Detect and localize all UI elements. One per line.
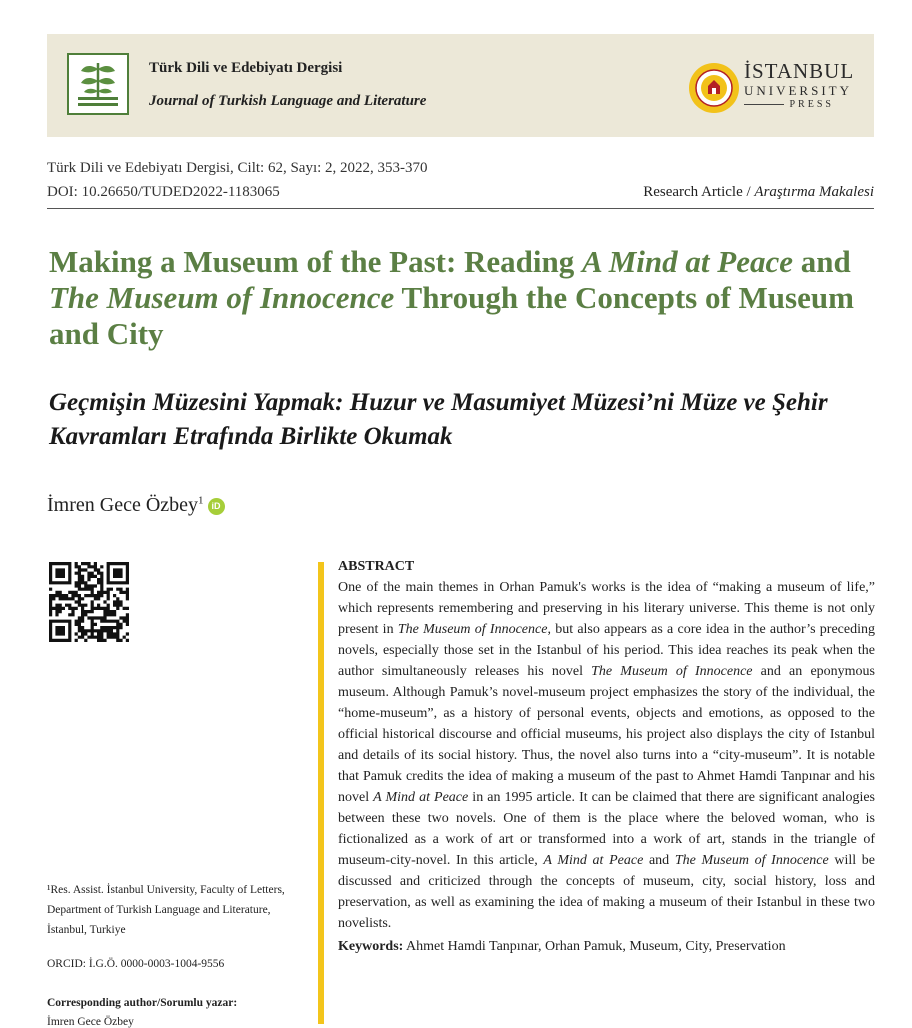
orcid-icon[interactable]: iD xyxy=(208,498,225,515)
keywords: Keywords: Ahmet Hamdi Tanpınar, Orhan Pamuk, Museum, City, Preservation xyxy=(338,939,786,954)
journal-title-en: Journal of Turkish Language and Literature xyxy=(149,93,427,109)
abstract-section xyxy=(338,556,875,957)
university-press: PRESS xyxy=(744,99,859,111)
university-sub: UNIVERSITY xyxy=(744,83,852,98)
university-press-logo xyxy=(744,60,859,111)
article-title-tr: Geçmişin Müzesini Yapmak: Huzur ve Masumiyet Müzesi’ni Müze ve Şehir Kavramları Etrafında Birlikte Okumak xyxy=(49,389,828,450)
university-name: İSTANBUL xyxy=(744,59,855,83)
corresponding-author-label: Corresponding author/Sorumlu yazar: xyxy=(47,997,238,1009)
journal-title-tr: Türk Dili ve Edebiyatı Dergisi xyxy=(149,60,343,76)
abstract-accent-bar xyxy=(318,562,324,1024)
author-affiliation: ¹Res. Assist. İstanbul University, Faculty of Letters, Department of Turkish Language and Literature, İstanbul, Turkiye xyxy=(47,884,285,936)
journal-logo xyxy=(67,53,129,115)
article-title-en: Making a Museum of the Past: Reading A Mind at Peace and The Museum of Innocence Through the Concepts of Museum and City xyxy=(49,244,854,351)
journal-header xyxy=(47,34,874,137)
author-line xyxy=(47,494,225,517)
abstract-heading: ABSTRACT xyxy=(338,559,415,574)
university-seal-icon xyxy=(688,62,740,114)
doi: DOI: 10.26650/TUDED2022-1183065 xyxy=(47,184,280,200)
plant-logo-icon xyxy=(69,55,127,113)
orcid-id: ORCID: İ.G.Ö. 0000-0003-1004-9556 xyxy=(47,958,225,970)
article-type: Research Article / Araştırma Makalesi xyxy=(643,184,874,200)
abstract-text: One of the main themes in Orhan Pamuk's works is the idea of “making a museum of life,” which represents remembering and preserving in his literary universe. This theme is not only present in The Museum of Innocence, but also appears as a core idea in the author’s preceding novels, especially those set in the Istanbul of his period. This idea reaches its peak when the author simultaneously releases his novel The Museum of Innocence and an eponymous museum. Although Pamuk’s novel-museum project emphasizes the story of the individual, the “home-museum”, as a history of personal events, objects and emotions, as opposed to the official historical discourse and official museums, his project also displays the city of Istanbul and details of its social history. Thus, the novel also turns into a “city-museum”. It is notable that Pamuk credits the idea of making a museum of the past to Ahmet Hamdi Tanpınar and his novel A Mind at Peace in an 1995 article. It can be claimed that there are significant analogies between these two novels. One of them is the place where the beloved woman, who is fictionalized as a work of art or transformed into a work of art, stands in the triangle of museum-city-novel. In this article, A Mind at Peace and The Museum of Innocence will be discussed and criticized through the concepts of museum, city, social history, loss and preservation, as well as examining the idea of making a museum of their Istanbul in these two novelists. xyxy=(338,580,876,931)
qr-code xyxy=(49,562,129,642)
author-affiliation-mark: 1 xyxy=(198,494,204,507)
header-divider xyxy=(47,208,874,209)
citation: Türk Dili ve Edebiyatı Dergisi, Cilt: 62, Sayı: 2, 2022, 353-370 xyxy=(47,160,428,176)
author-name: İmren Gece Özbey xyxy=(47,494,199,516)
corresponding-author-name: İmren Gece Özbey xyxy=(47,1016,134,1028)
